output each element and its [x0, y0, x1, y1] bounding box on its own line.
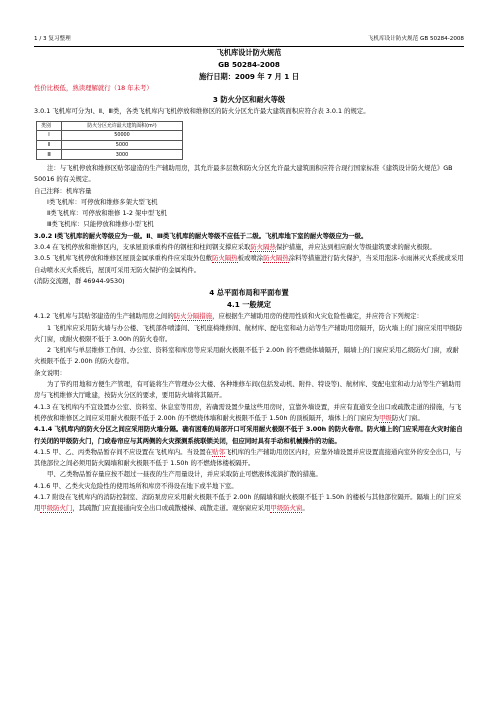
table-cell: Ⅰ [37, 131, 62, 141]
table-cell: 50000 [62, 131, 183, 141]
table-row [37, 150, 183, 160]
section-4-1-heading: 4.1 一般规定 [227, 300, 271, 310]
doc-date: 施行日期：2009 年 7 月 1 日 [198, 72, 300, 81]
explanation-text: 为了节约用地和方便生产管理，有可能将生产管理办公大楼、各种维修车间(包括发动机、附件、特设等)、航材库、变配电室和动力站等生产辅助用房与飞机维修大厅毗建，按防火分区的要求，要用防火墙将其隔开。 [34, 380, 461, 400]
clause-4-1-2-item-1: 1 飞机库应采用防火墙与办公楼、飞机部件喷漆间、飞机座椅维修间、航材库、配电室和动力站等生产辅助用房隔开，防火墙上的门窗应采用甲级防火门窗，或耐火极限不低于 3.00h 的防火卷帘。 [34, 323, 463, 343]
clause-3-0-4: 3.0.4 在飞机停放和维修区内，支承屋顶承重构件的钢柱和柱间钢支撑应采取防火隔热保护措施，并应达到相应耐火等级建筑要求的耐火极限。 [34, 243, 436, 252]
qq-group-note: (消防交流题，群 46944-9530) [34, 276, 125, 285]
clause-3-0-5: 3.0.5 飞机库飞机停放和维修区屋顶金属承重构件应采取外包敷防火隔热板或喷涂防火隔热涂料等措施进行防火保护，当采用泡沫-水雨淋灭火系统或采用自动喷水灭火系统后，屋顶可采用无防火保护的金属构件。 [34, 254, 464, 274]
clause-3-0-1-note: 注：与飞机停放和维修区贴邻建造的生产辅助用房，其允许最多层数和防火分区允许最大建筑面积应符合现行国家标准《建筑设计防火规范》GB 50016 的有关规定。 [34, 163, 453, 184]
table-header-cell: 类别 [37, 121, 62, 131]
table-header-row [37, 121, 183, 131]
clause-4-1-2-item-2: 2 飞机库与单层维修工作间、办公室、资料室和库房等应采用耐火极限不低于 2.00h 的不燃烧体墙隔开，隔墙上的门窗应采用乙级防火门窗，或耐火极限不低于 2.00h 的防火卷帘。 [34, 346, 459, 366]
clause-4-1-7: 4.1.7 附设在飞机库内的消防控制室、消防泵房应采用耐火极限不低于 2.00h 的隔墙和耐火极限不低于 1.50h 的楼板与其他部位隔开。隔墙上的门应采用甲级防火门，其疏散门应直接通向安全出口或疏散楼梯、疏散走道。观察窗应采用甲级防火窗。 [34, 492, 462, 513]
table-cell: Ⅱ [37, 140, 62, 150]
clause-4-1-5: 4.1.5 甲、乙、丙类物品暂存间不应设置在飞机库内。当设置在贴邻飞机库的生产辅助用房区内时，应靠外墙设置并应设置直接通向室外的安全出口，与其他部位之间必须用防火隔墙和耐火极限不低于 1.50h 的不燃烧体楼板隔开。 [34, 447, 462, 468]
fire-compartment-table [36, 121, 183, 160]
clause-4-1-5-storage: 甲、乙类物品暂存量应按不超过一昼夜的生产用量设计，并应采取防止可燃液体流淌扩散的措施。 [47, 470, 322, 479]
class-1-note: Ⅰ类飞机库：可停放和维修多架大型飞机 [47, 197, 158, 206]
table-row [37, 140, 183, 150]
chapter-3-heading: 3 防火分区和耐火等级 [212, 95, 286, 105]
clause-3-0-2: 3.0.2 Ⅰ类飞机库的耐火等级应为一级。Ⅱ、Ⅲ类飞机库的耐火等级不应低于二级。飞机库地下室的耐火等级应为一级。 [34, 231, 368, 240]
table-cell: Ⅲ [37, 150, 62, 160]
doc-title: 飞机库设计防火规范 [216, 48, 282, 57]
clause-4-1-2: 4.1.2 飞机库与其贴邻建造的生产辅助用房之间的防火分隔措施，应根据生产辅助用房的使用性质和火灾危险性确定，并应符合下列规定： [34, 312, 423, 321]
doc-code: GB 50284-2008 [218, 60, 280, 69]
chapter-4-heading: 4 总平面布局和平面布置 [209, 288, 289, 298]
class-3-note: Ⅲ类飞机库：只能停放和维修小型飞机 [47, 220, 154, 229]
header-title: 飞机库设计防火规范 GB 50284-2008 [367, 36, 464, 42]
page-header [34, 34, 464, 47]
table-row [37, 131, 183, 141]
clause-3-0-1: 3.0.1 飞机库可分为Ⅰ、Ⅱ、Ⅲ类，各类飞机库内飞机停放和维修区的防火分区允许最大建筑面积应符合表 3.0.1 的规定。 [34, 107, 370, 116]
explanation-heading: 条文说明： [34, 368, 66, 377]
class-2-note: Ⅱ类飞机库：可停放和维修 1-2 架中型飞机 [47, 209, 167, 218]
table-header-cell: 防火分区允许最大建筑面积(m²) [62, 121, 183, 131]
table-cell: 5000 [62, 140, 183, 150]
document-body [34, 47, 464, 515]
table-cell: 3000 [62, 150, 183, 160]
study-note: 性价比极低，熟读理解就行（18 年未考） [34, 84, 153, 92]
clause-4-1-4: 4.1.4 飞机库内的防火分区之间应采用防火墙分隔。确有困难的局部开口可采用耐火极限不低于 3.00h 的防火卷帘。防火墙上的门应采用在火灾时能自行关闭的甲级防火门，门或卷帘应与其两侧的火灾探测系统联锁关闭，但应同时具有手动和机械操作的功能。 [34, 425, 463, 445]
clause-4-1-6: 4.1.6 甲、乙类火灾危险性的使用场所和库房不得设在地下或半地下室。 [34, 481, 238, 490]
self-annotation: 自己注释：机库容量 [34, 186, 92, 195]
page-number: 1 / 3 复习整理 [34, 36, 71, 42]
clause-4-1-3: 4.1.3 在飞机库内不宜设置办公室、资料室、休息室等用房，若确需设置少量这些用房时，宜靠外墙设置，并应有直通安全出口或疏散走道的措施，与飞机停放和维修区之间应采用耐火极限不低于 2.00h 的不燃烧体墙和耐火极限不低于 1.50h 的顶板隔开，墙体上的门窗应为甲级防火门窗。 [34, 402, 462, 422]
